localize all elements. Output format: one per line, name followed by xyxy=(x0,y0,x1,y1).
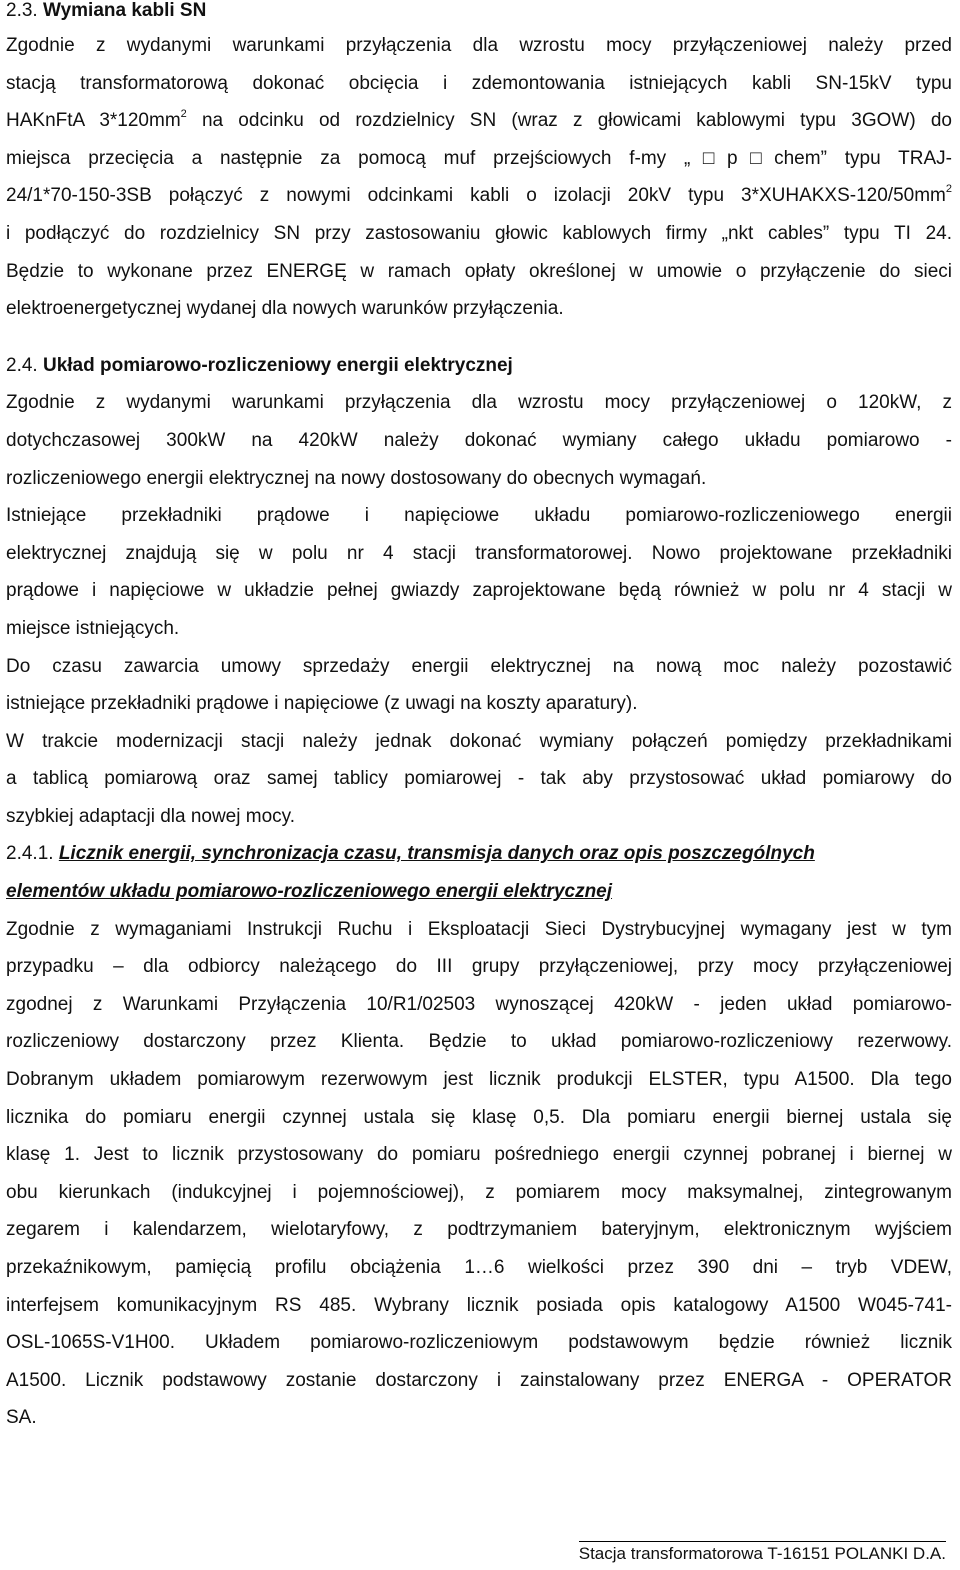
paragraph-line: istniejące przekładniki prądowe i napięciowe (z uwagi na koszty aparatury). xyxy=(6,693,638,715)
paragraph-line: Istniejące przekładniki prądowe i napięciowe układu pomiarowo-rozliczeniowego energii xyxy=(6,505,952,527)
superscript: 2 xyxy=(180,107,187,120)
paragraph-line: Dobranym układem pomiarowym rezerwowym jest licznik produkcji ELSTER, typu A1500. Dla tego xyxy=(6,1069,952,1091)
paragraph-line: Zgodnie z wydanymi warunkami przyłączenia dla wzrostu mocy przyłączeniowej o 120kW, z xyxy=(6,392,952,414)
paragraph-line: przypadku – dla odbiorcy należącego do III grupy przyłączeniowej, przy mocy przyłączeniowej xyxy=(6,956,952,978)
paragraph-line: klasę 1. Jest to licznik przystosowany do pomiaru pośredniego energii czynnej pobranej i biernej w xyxy=(6,1144,952,1166)
paragraph-line: rozliczeniowego energii elektrycznej na nowy dostosowany do obecnych wymagań. xyxy=(6,467,707,489)
paragraph-line: przekaźnikowym, pamięcią profilu obciążenia 1…6 wielkości przez 390 dni – tryb VDEW, xyxy=(6,1257,952,1278)
document-page xyxy=(6,0,952,1437)
section-number: 2.3. xyxy=(6,0,38,21)
paragraph-line: A1500. Licznik podstawowy zostanie dostarczony i zainstalowany przez ENERGA - OPERATOR xyxy=(6,1369,952,1391)
paragraph-line xyxy=(6,102,952,140)
paragraph-line: OSL-1065S-V1H00. Układem pomiarowo-rozliczeniowym podstawowym będzie również licznik xyxy=(6,1332,952,1354)
paragraph-line: stacją transformatorową dokonać obcięcia i zdemontowania istniejących kabli SN-15kV typu xyxy=(6,72,952,94)
paragraph-line: W trakcie modernizacji stacji należy jednak dokonać wymiany połączeń pomiędzy przekładnikami xyxy=(6,730,952,752)
cable-type: HAKnFtA 3*120mm xyxy=(6,110,181,132)
paragraph-line: i podłączyć do rozdzielnicy SN przy zastosowaniu głowic kablowych firmy „nkt cables” typu TI 24. xyxy=(6,222,952,244)
section-number: 2.4. xyxy=(6,354,38,376)
section-title: Wymiana kabli SN xyxy=(42,0,207,21)
paragraph-line: Zgodnie z wydanymi warunkami przyłączenia dla wzrostu mocy przyłączeniowej należy przed xyxy=(6,35,952,56)
subsection-title: Licznik energii, synchronizacja czasu, transmisja danych oraz opis poszczególnych xyxy=(58,843,815,865)
subsection-title: elementów układu pomiarowo-rozliczeniowego energii elektrycznej xyxy=(6,881,613,903)
paragraph-line: Zgodnie z wymaganiami Instrukcji Ruchu i Eksploatacji Sieci Dystrybucyjnej wymagany jest w tym xyxy=(6,918,952,940)
section-title: Układ pomiarowo-rozliczeniowy energii elektrycznej xyxy=(42,354,513,376)
paragraph-line: szybkiej adaptacji dla nowej mocy. xyxy=(6,805,296,827)
paragraph-line: prądowe i napięciowe w układzie pełnej gwiazdy zaprojektowane będą również w polu nr 4 stacji w xyxy=(6,580,952,602)
paragraph-line: rozliczeniowy dostarczony przez Klienta. Będzie to układ pomiarowo-rozliczeniowy rezerwowy. xyxy=(6,1031,952,1053)
paragraph-line: Będzie to wykonane przez ENERGĘ w ramach opłaty określonej w umowie o przyłączenie do sieci xyxy=(6,260,952,282)
paragraph-line xyxy=(6,177,952,215)
section-heading xyxy=(6,347,952,385)
paragraph-line: licznika do pomiaru energii czynnej ustala się klasę 0,5. Dla pomiaru energii biernej ustala się xyxy=(6,1106,952,1128)
paragraph-line: elektroenergetycznej wydanej dla nowych warunków przyłączenia. xyxy=(6,298,564,320)
paragraph-line: SA. xyxy=(6,1407,37,1429)
superscript: 2 xyxy=(945,183,952,196)
section-heading xyxy=(6,0,952,24)
paragraph-text: na odcinku od rozdzielnicy SN (wraz z głowicami kablowymi typu 3GOW) do xyxy=(201,110,952,132)
page-footer: Stacja transformatorowa T-16151 POLANKI D.A. xyxy=(579,1541,946,1564)
paragraph-line: miejsce istniejących. xyxy=(6,617,180,639)
paragraph-line: miejsca przecięcia a następnie za pomocą muf przejściowych f-my „□p□chem” typu TRAJ- xyxy=(6,147,952,169)
paragraph-text: 24/1*70-150-3SB połączyć z nowymi odcinkami kabli o izolacji 20kV typu 3*XUHAKXS-120/50mm xyxy=(6,185,946,207)
paragraph-line: zgodnej z Warunkami Przyłączenia 10/R1/02503 wynoszącej 420kW - jeden układ pomiarowo- xyxy=(6,993,952,1015)
paragraph-line: obu kierunkach (indukcyjnej i pojemnościowej), z pomiarem mocy maksymalnej, zintegrowanym xyxy=(6,1181,952,1203)
subsection-number: 2.4.1. xyxy=(6,843,54,865)
paragraph-line: Do czasu zawarcia umowy sprzedaży energii elektrycznej na nową moc należy pozostawić xyxy=(6,655,952,677)
subsection-heading xyxy=(6,835,952,873)
paragraph-line: zegarem i kalendarzem, wielotaryfowy, z podtrzymaniem bateryjnym, elektronicznym wyjściem xyxy=(6,1219,952,1241)
paragraph-line: interfejsem komunikacyjnym RS 485. Wybrany licznik posiada opis katalogowy A1500 W045-741- xyxy=(6,1294,952,1316)
paragraph-line: elektrycznej znajdują się w polu nr 4 stacji transformatorowej. Nowo projektowane przekładniki xyxy=(6,542,952,564)
paragraph-line: dotychczasowej 300kW na 420kW należy dokonać wymiany całego układu pomiarowo - xyxy=(6,429,952,451)
paragraph-line: a tablicą pomiarową oraz samej tablicy pomiarowej - tak aby przystosować układ pomiarowy do xyxy=(6,768,952,790)
subsection-heading-cont xyxy=(6,873,952,911)
